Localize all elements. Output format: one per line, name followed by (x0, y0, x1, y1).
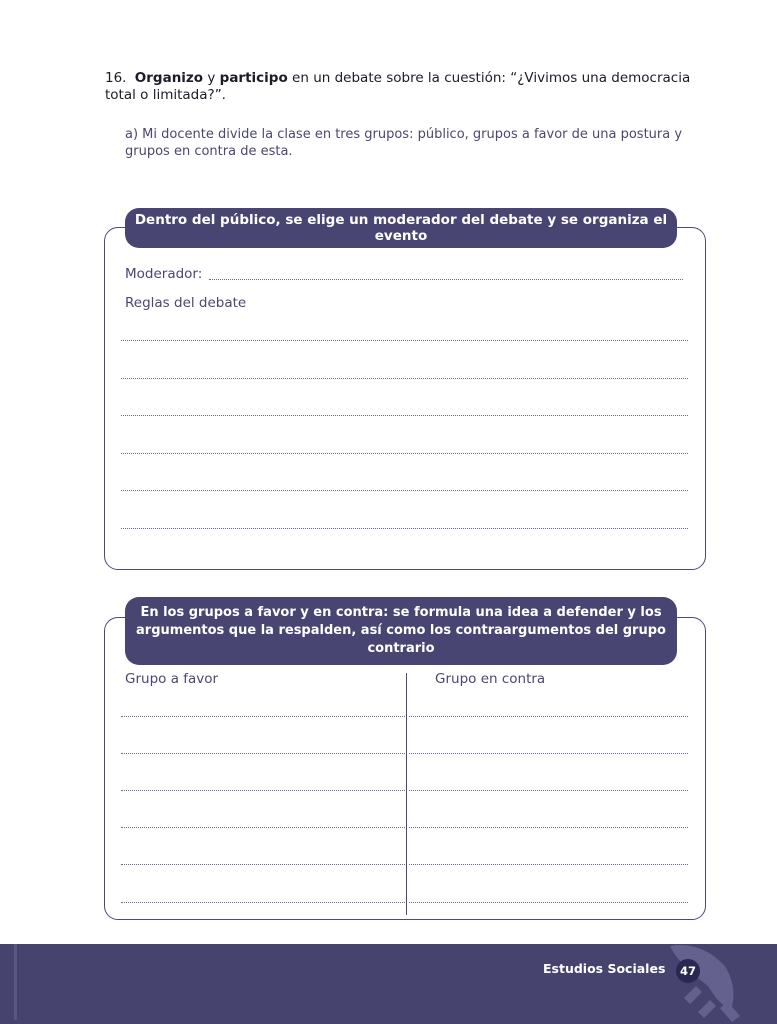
bold-verb-organizo: Organizo (134, 70, 204, 86)
rules-answer-line[interactable] (121, 378, 688, 379)
section2-banner: En los grupos a favor y en contra: se formula una idea a defender y los argumentos que la respalden, así como los contraargumentos del grupo contrario (125, 597, 677, 665)
rules-label: Reglas del debate (125, 295, 247, 311)
rules-answer-line[interactable] (121, 453, 688, 454)
favor-answer-line[interactable] (121, 790, 405, 791)
group-contra-label: Grupo en contra (435, 671, 546, 687)
favor-answer-line[interactable] (121, 902, 405, 903)
question-text: en un debate sobre la cuestión: “¿Vivimos una democracia total o limitada?”. (105, 70, 691, 103)
question-number: 16. (105, 70, 127, 86)
rules-answer-line[interactable] (121, 340, 688, 341)
contra-answer-line[interactable] (409, 753, 688, 754)
item-a-text: a) Mi docente divide la clase en tres grupos: público, grupos a favor de una postura y grupos en contra de esta. (125, 127, 683, 159)
moderator-label: Moderador: (125, 266, 203, 282)
favor-answer-line[interactable] (121, 864, 405, 865)
footer-subject: Estudios Sociales (543, 961, 666, 976)
rocket-icon (650, 944, 760, 1024)
rules-answer-line[interactable] (121, 528, 688, 529)
group-favor-label: Grupo a favor (125, 671, 219, 687)
favor-answer-line[interactable] (121, 716, 405, 717)
question-heading (105, 70, 705, 104)
page-footer (0, 944, 777, 1024)
section1-banner: Dentro del público, se elige un moderador del debate y se organiza el evento (125, 208, 677, 248)
page-number: 47 (676, 959, 700, 983)
conjunction: y (207, 70, 216, 86)
bold-verb-participo: participo (219, 70, 288, 86)
contra-answer-line[interactable] (409, 827, 688, 828)
contra-answer-line[interactable] (409, 716, 688, 717)
rules-answer-line[interactable] (121, 415, 688, 416)
moderator-answer-line[interactable] (209, 279, 683, 280)
contra-answer-line[interactable] (409, 902, 688, 903)
favor-answer-line[interactable] (121, 827, 405, 828)
footer-accent-strip (14, 944, 17, 1020)
rules-answer-line[interactable] (121, 490, 688, 491)
contra-answer-line[interactable] (409, 864, 688, 865)
column-divider (406, 673, 407, 915)
favor-answer-line[interactable] (121, 753, 405, 754)
contra-answer-line[interactable] (409, 790, 688, 791)
